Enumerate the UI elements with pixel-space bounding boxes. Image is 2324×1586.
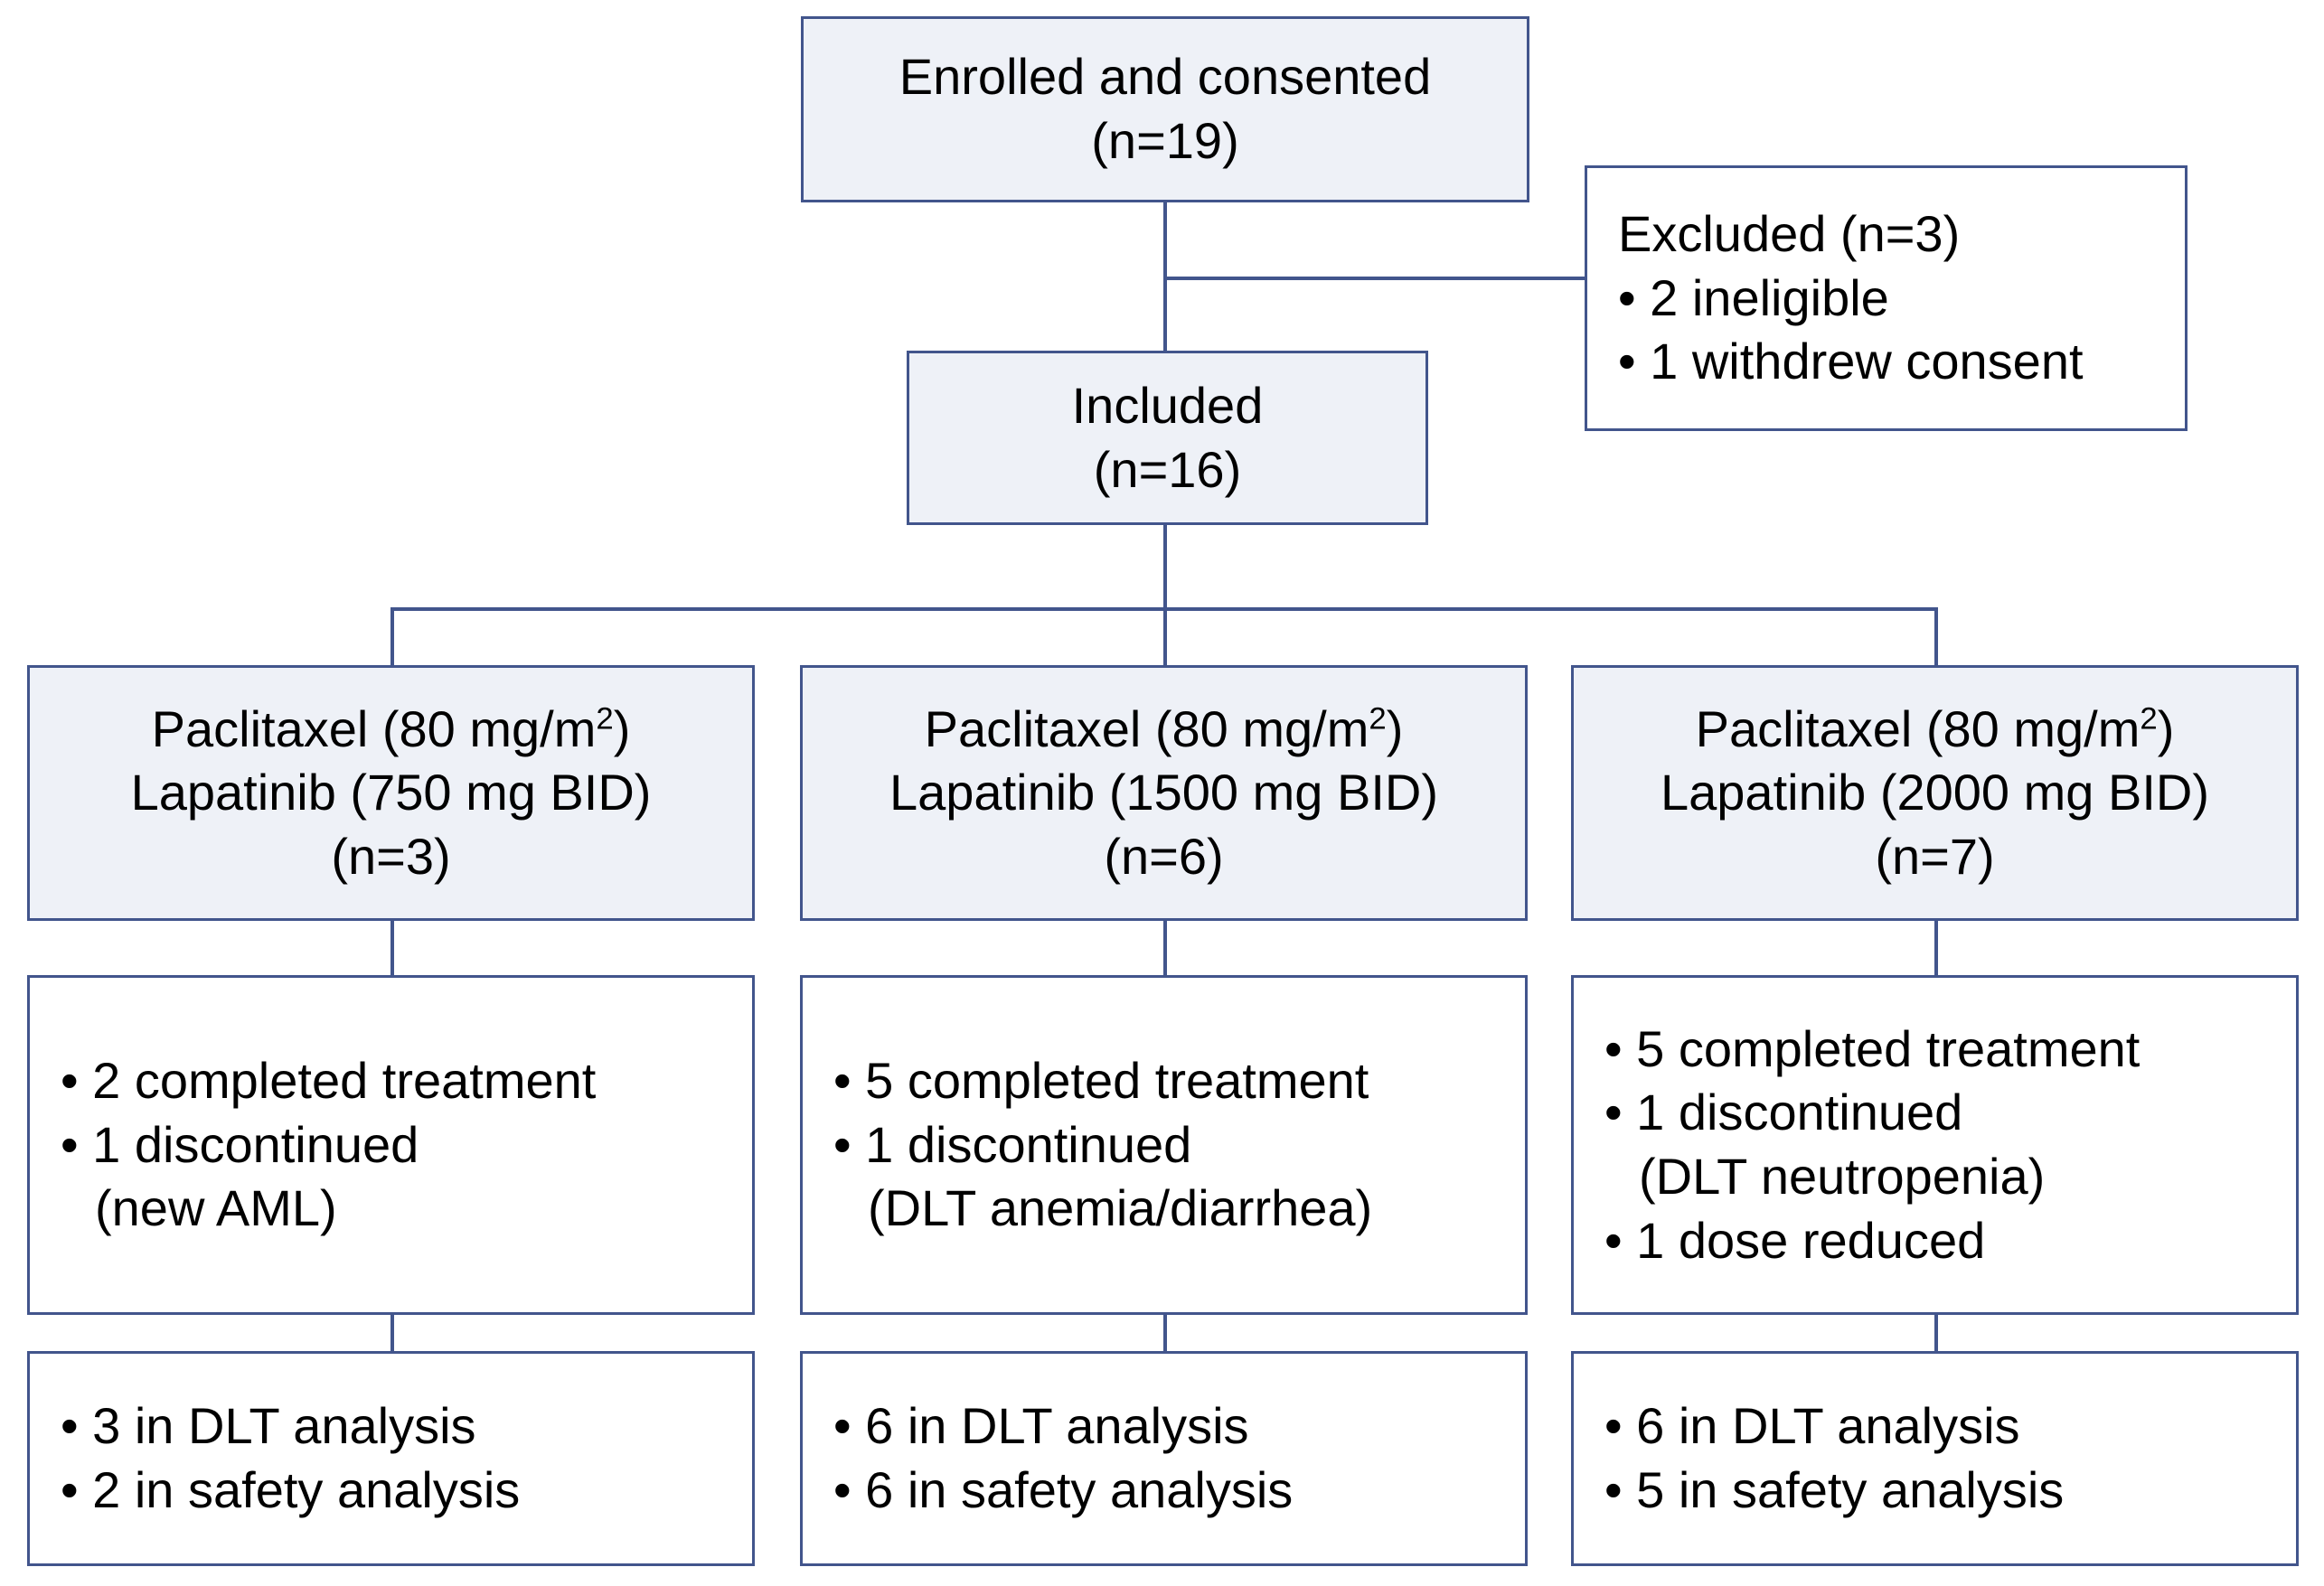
node-arm1-analysis bbox=[27, 1351, 755, 1566]
arm2-outcome-line3: (DLT anemia/diarrhea) bbox=[868, 1179, 1373, 1237]
arm3-analysis-line1: • 6 in DLT analysis bbox=[1604, 1397, 2020, 1455]
arm3-outcome-line3: (DLT neutropenia) bbox=[1639, 1148, 2046, 1205]
node-enrolled-and-consented bbox=[801, 16, 1529, 202]
connector-outcome2-to-analysis bbox=[1163, 1315, 1167, 1351]
connector-drop-arm3 bbox=[1934, 607, 1938, 665]
connector-outcome3-to-analysis bbox=[1934, 1315, 1938, 1351]
connector-outcome1-to-analysis bbox=[390, 1315, 394, 1351]
arm1-outcome-line3: (new AML) bbox=[95, 1179, 337, 1237]
connector-arm1-to-outcome bbox=[390, 921, 394, 975]
arm2-count: (n=6) bbox=[1104, 827, 1224, 885]
enrolled-line2: (n=19) bbox=[1091, 112, 1239, 169]
arm3-drug1: Paclitaxel (80 $mg/m^2$) bbox=[1695, 699, 2175, 757]
node-arm1-outcome bbox=[27, 975, 755, 1315]
arm2-analysis-line1: • 6 in DLT analysis bbox=[833, 1397, 1249, 1455]
node-excluded bbox=[1585, 165, 2188, 431]
arm2-outcome-line1: • 5 completed treatment bbox=[833, 1052, 1369, 1110]
included-line1: Included bbox=[1071, 376, 1264, 434]
arm2-drug2: Lapatinib (1500 mg BID) bbox=[889, 764, 1438, 821]
enrolled-line1: Enrolled and consented bbox=[899, 48, 1432, 106]
node-included bbox=[907, 351, 1428, 525]
arm1-outcome-line2: • 1 discontinued bbox=[61, 1115, 419, 1173]
arm2-outcome-line2: • 1 discontinued bbox=[833, 1115, 1192, 1173]
connector-drop-arm2 bbox=[1163, 607, 1167, 665]
arm1-analysis-line1: • 3 in DLT analysis bbox=[61, 1397, 476, 1455]
arm1-drug1: Paclitaxel (80 $mg/m^2$) bbox=[151, 699, 631, 757]
node-arm2-outcome bbox=[800, 975, 1528, 1315]
arm3-drug2: Lapatinib (2000 mg BID) bbox=[1660, 764, 2209, 821]
arm1-count: (n=3) bbox=[331, 827, 451, 885]
arm3-outcome-line2: • 1 discontinued bbox=[1604, 1084, 1963, 1141]
connector-enrolled-to-included-top bbox=[1163, 202, 1167, 280]
connector-drop-arm1 bbox=[390, 607, 394, 665]
node-arm2-analysis bbox=[800, 1351, 1528, 1566]
arm3-analysis-line2: • 5 in safety analysis bbox=[1604, 1461, 2065, 1518]
connector-arm3-to-outcome bbox=[1934, 921, 1938, 975]
connector-included-down bbox=[1163, 525, 1167, 610]
excluded-line1: Excluded (n=3) bbox=[1618, 205, 1961, 263]
arm3-outcome-line1: • 5 completed treatment bbox=[1604, 1019, 2141, 1077]
node-arm3-outcome bbox=[1571, 975, 2299, 1315]
arm1-analysis-line2: • 2 in safety analysis bbox=[61, 1461, 521, 1518]
excluded-line2: • 2 ineligible bbox=[1618, 268, 1889, 326]
connector-to-included bbox=[1163, 277, 1167, 351]
connector-arm2-to-outcome bbox=[1163, 921, 1167, 975]
arm3-outcome-line4: • 1 dose reduced bbox=[1604, 1211, 1986, 1269]
node-arm3-analysis bbox=[1571, 1351, 2299, 1566]
arm1-drug2: Lapatinib (750 mg BID) bbox=[130, 764, 652, 821]
excluded-line3: • 1 withdrew consent bbox=[1618, 333, 2084, 390]
node-arm3-dose bbox=[1571, 665, 2299, 921]
included-line2: (n=16) bbox=[1093, 440, 1242, 498]
node-arm2-dose bbox=[800, 665, 1528, 921]
arm2-drug1: Paclitaxel (80 $mg/m^2$) bbox=[924, 699, 1404, 757]
connector-enrolled-to-excluded bbox=[1163, 277, 1585, 280]
arm2-analysis-line2: • 6 in safety analysis bbox=[833, 1461, 1294, 1518]
arm3-count: (n=7) bbox=[1875, 827, 1995, 885]
arm1-outcome-line1: • 2 completed treatment bbox=[61, 1052, 597, 1110]
node-arm1-dose bbox=[27, 665, 755, 921]
